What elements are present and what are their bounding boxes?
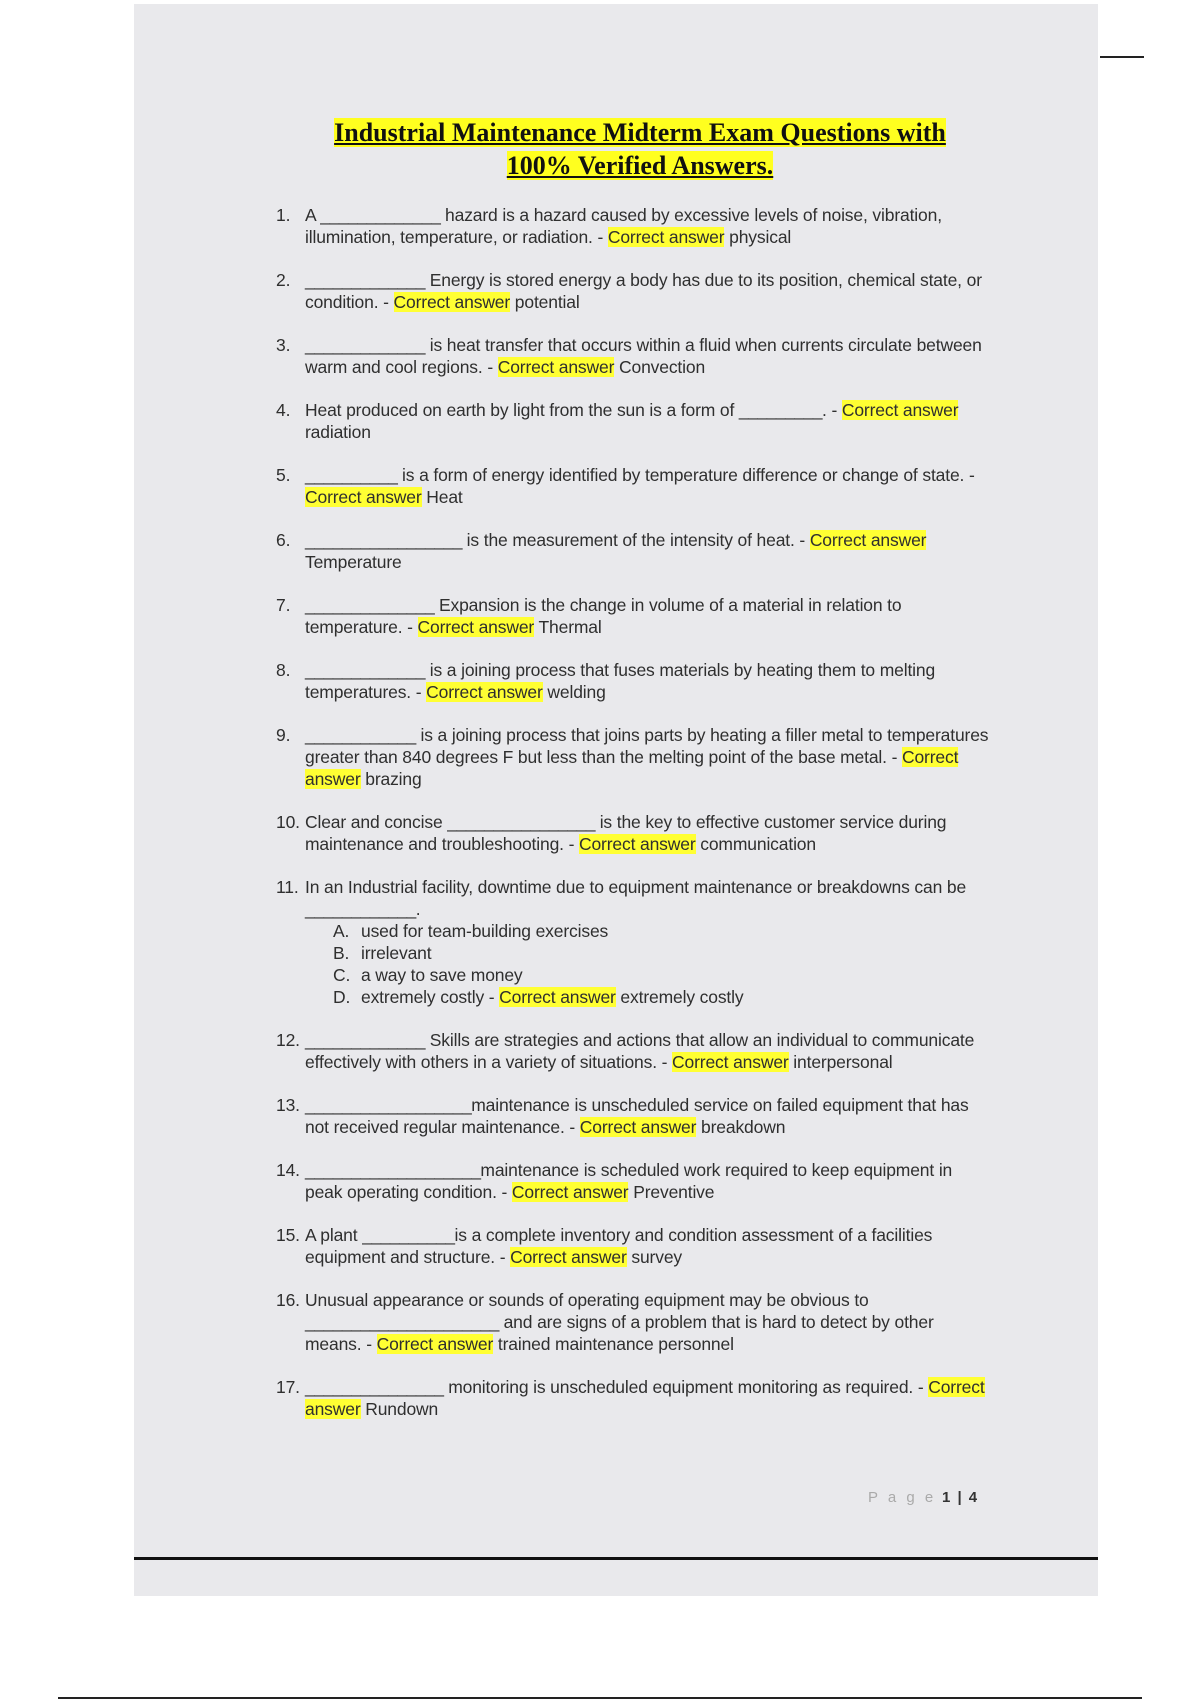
answer-text: Temperature [305,552,402,572]
question-text: is the measurement of the intensity of heat. - [461,530,810,550]
answer-text: Preventive [633,1182,715,1202]
answer-text: physical [729,227,792,247]
correct-answer-label: Correct answer [672,1052,789,1072]
question-number: 11. [276,877,299,897]
question-item [270,724,990,790]
answer-blank: ___________________ [305,1160,481,1180]
page-break-line [134,1557,1098,1560]
answer-text: radiation [305,422,371,442]
question-text: A [305,205,321,225]
correct-answer-label: Correct answer [809,530,927,550]
answer-blank: _____________ [305,270,426,290]
correct-answer-label: Correct answer [511,1182,629,1202]
answer-blank: ____________ [305,725,416,745]
question-list [270,204,990,1420]
correct-answer-label: Correct answer [607,227,725,247]
question-number: 9. [276,725,291,745]
answer-text: brazing [365,769,422,789]
correct-answer-label: Correct answer [578,834,696,854]
title-line: 100% Verified Answers. [506,151,774,180]
answer-blank: ________________ [447,812,595,832]
option-item [333,964,990,986]
question-text: Heat produced on earth by light from the sun is a form of [305,400,739,420]
question-text: and are signs of a problem that is hard to detect by other means. - [305,1312,934,1354]
question-text: Expansion is the change in volume of a material in relation to temperature. - [305,595,902,637]
answer-blank: _____________________ [305,1312,499,1332]
option-text: extremely costly - [361,987,500,1007]
question-number: 1. [276,205,291,225]
question-item [270,334,990,378]
option-text: used for team-building exercises [361,921,609,941]
page-label: P a g e [868,1489,937,1506]
question-item [270,659,990,703]
correct-answer-label: Correct answer [510,1247,627,1267]
question-text: Unusual appearance or sounds of operating equipment may be obvious to [305,1290,869,1310]
question-item [270,1376,990,1420]
answer-blank: _____________ [305,660,426,680]
correct-answer-label: Correct answer [841,400,959,420]
question-number: 2. [276,270,291,290]
title-line: Industrial Maintenance Midterm Exam Questions with [334,118,946,147]
option-letter: C. [333,965,351,985]
question-text: Skills are strategies and actions that allow an individual to communicate effectively with others in a variety of situations. - [305,1030,975,1072]
question-number: 15. [276,1225,300,1245]
answer-blank: ______________ [305,595,435,615]
question-number: 14. [276,1160,300,1180]
option-letter: A. [333,921,350,941]
page-number: 1 | 4 [941,1489,979,1506]
question-text: is a form of energy identified by temperature difference or change of state. - [397,465,975,485]
question-number: 10. [276,812,300,832]
question-number: 7. [276,595,291,615]
question-text: is the key to effective customer service during maintenance and troubleshooting. - [305,812,947,854]
question-item [270,811,990,855]
answer-blank: __________ [362,1225,455,1245]
option-letter: B. [333,943,350,963]
option-letter: D. [333,987,351,1007]
correct-answer-label: Correct answer [305,747,959,789]
option-item [333,942,990,964]
answer-blank: __________________ [305,1095,472,1115]
answer-blank: _____________ [320,205,441,225]
question-item [270,1289,990,1355]
answer-text: Rundown [365,1399,439,1419]
question-text: . - [822,400,842,420]
question-text: maintenance is scheduled work required to keep equipment in peak operating condition. - [305,1160,953,1202]
question-number: 13. [276,1095,300,1115]
question-text: is a joining process that fuses materials by heating them to melting temperatures. - [305,660,936,702]
question-number: 6. [276,530,291,550]
question-text: . [415,899,421,919]
answer-blank: __________ [305,465,398,485]
correct-answer-label: Correct answer [305,487,422,507]
correct-answer-label: Correct answer [499,987,616,1007]
question-text: is a complete inventory and condition assessment of a facilities equipment and structure. - [305,1225,933,1267]
question-item [270,464,990,508]
answer-blank: _____________ [305,335,426,355]
option-text: irrelevant [361,943,432,963]
option-item [333,920,990,942]
question-number: 12. [276,1030,300,1050]
question-item [270,269,990,313]
option-text: a way to save money [361,965,523,985]
document-body [270,116,990,1441]
question-text: is heat transfer that occurs within a fluid when currents circulate between warm and cool regions. - [305,335,982,377]
answer-text: potential [514,292,580,312]
correct-answer-label: Correct answer [579,1117,697,1137]
page-footer [868,1489,979,1506]
answer-blank: _______________ [305,1377,444,1397]
option-item [333,986,990,1008]
answer-blank: _________________ [305,530,462,550]
question-text: Energy is stored energy a body has due to its position, chemical state, or condition. - [305,270,982,312]
options-list [305,920,990,1008]
correct-answer-label: Correct answer [393,292,511,312]
question-text: maintenance is unscheduled service on failed equipment that has not received regular maintenance. - [305,1095,969,1137]
answer-text: communication [700,834,816,854]
answer-text: extremely costly [620,987,744,1007]
question-text: hazard is a hazard caused by excessive levels of noise, vibration, illumination, temperature, or radiation. - [305,205,942,247]
question-text: Clear and concise [305,812,448,832]
answer-text: Convection [619,357,706,377]
question-item [270,1094,990,1138]
answer-blank: ____________ [305,899,416,919]
question-number: 4. [276,400,291,420]
question-item [270,876,990,1008]
answer-text: welding [547,682,606,702]
answer-text: breakdown [701,1117,786,1137]
correct-answer-label: Correct answer [417,617,535,637]
divider-line [58,1697,1142,1699]
question-item [270,529,990,573]
answer-text: interpersonal [793,1052,893,1072]
correct-answer-label: Correct answer [305,1377,985,1419]
answer-text: Heat [426,487,463,507]
question-item [270,594,990,638]
divider-line [1100,56,1144,58]
question-number: 16. [276,1290,300,1310]
answer-text: Thermal [538,617,602,637]
question-item [270,399,990,443]
correct-answer-label: Correct answer [376,1334,494,1354]
correct-answer-label: Correct answer [426,682,543,702]
document-title [270,116,990,182]
question-number: 17. [276,1377,300,1397]
question-text: monitoring is unscheduled equipment monitoring as required. - [443,1377,929,1397]
answer-text: trained maintenance personnel [497,1334,734,1354]
question-number: 3. [276,335,291,355]
question-item [270,1224,990,1268]
correct-answer-label: Correct answer [497,357,615,377]
question-text: A plant [305,1225,363,1245]
answer-blank: _____________ [305,1030,426,1050]
question-item [270,204,990,248]
answer-text: survey [631,1247,683,1267]
question-number: 8. [276,660,291,680]
question-text: is a joining process that joins parts by heating a filler metal to temperatures greater than 840 degrees F but less than the melting point of the base metal. - [305,725,989,767]
question-item [270,1159,990,1203]
question-text: In an Industrial facility, downtime due to equipment maintenance or breakdowns can be [305,877,967,897]
answer-blank: _________ [738,400,823,420]
question-item [270,1029,990,1073]
question-number: 5. [276,465,291,485]
